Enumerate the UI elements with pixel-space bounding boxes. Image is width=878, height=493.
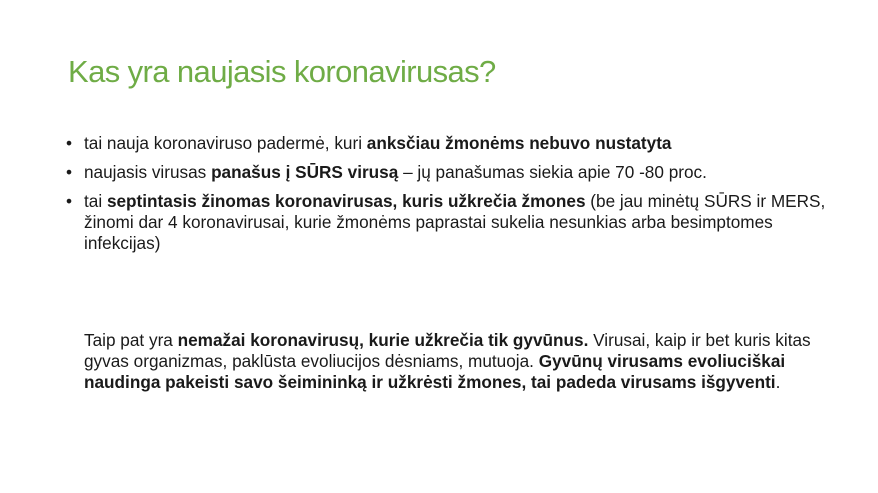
bullet-1-text: tai nauja koronaviruso padermė, kuri: [84, 133, 367, 153]
bullet-3-bold: septintasis žinomas koronavirusas, kuris užkrečia žmones: [106, 191, 586, 211]
bullet-item-1: [66, 133, 826, 154]
bullet-item-2: [66, 162, 826, 183]
slide-title: Kas yra naujasis koronavirusas?: [68, 54, 496, 89]
bullet-3-text: tai: [84, 191, 107, 211]
bullet-dot-icon: •: [66, 162, 73, 182]
bullet-3-text-end: (be jau minėtų SŪRS ir MERS, žinomi dar 4 koronavirusai, kurie žmonėms paprastai sukelia nesunkias arba besimptomes infekcijas): [84, 191, 826, 253]
body-paragraph: [84, 330, 826, 393]
bullet-list: [66, 133, 826, 262]
paragraph-text-3: .: [775, 372, 781, 392]
bullet-2-text-end: – jų panašumas siekia apie 70 -80 proc.: [398, 162, 707, 182]
bullet-2-text: naujasis virusas: [84, 162, 212, 182]
bullet-dot-icon: •: [66, 133, 73, 153]
paragraph-text-1: Taip pat yra: [84, 330, 178, 350]
paragraph-bold-2: Gyvūnų virusams evoliuciškai naudinga pakeisti savo šeimininką ir užkrėsti žmones, tai padeda virusams išgyventi: [84, 351, 786, 392]
bullet-dot-icon: •: [66, 191, 73, 211]
bullet-item-3: [66, 191, 826, 254]
paragraph-bold-1: nemažai koronavirusų, kurie užkrečia tik gyvūnus.: [177, 330, 589, 350]
bullet-2-bold: panašus į SŪRS virusą: [211, 162, 399, 182]
bullet-1-bold: anksčiau žmonėms nebuvo nustatyta: [366, 133, 672, 153]
paragraph-text-2: Virusai, kaip ir bet kuris kitas gyvas organizmas, paklūsta evoliucijos dėsniams, mutuoja.: [84, 330, 811, 371]
